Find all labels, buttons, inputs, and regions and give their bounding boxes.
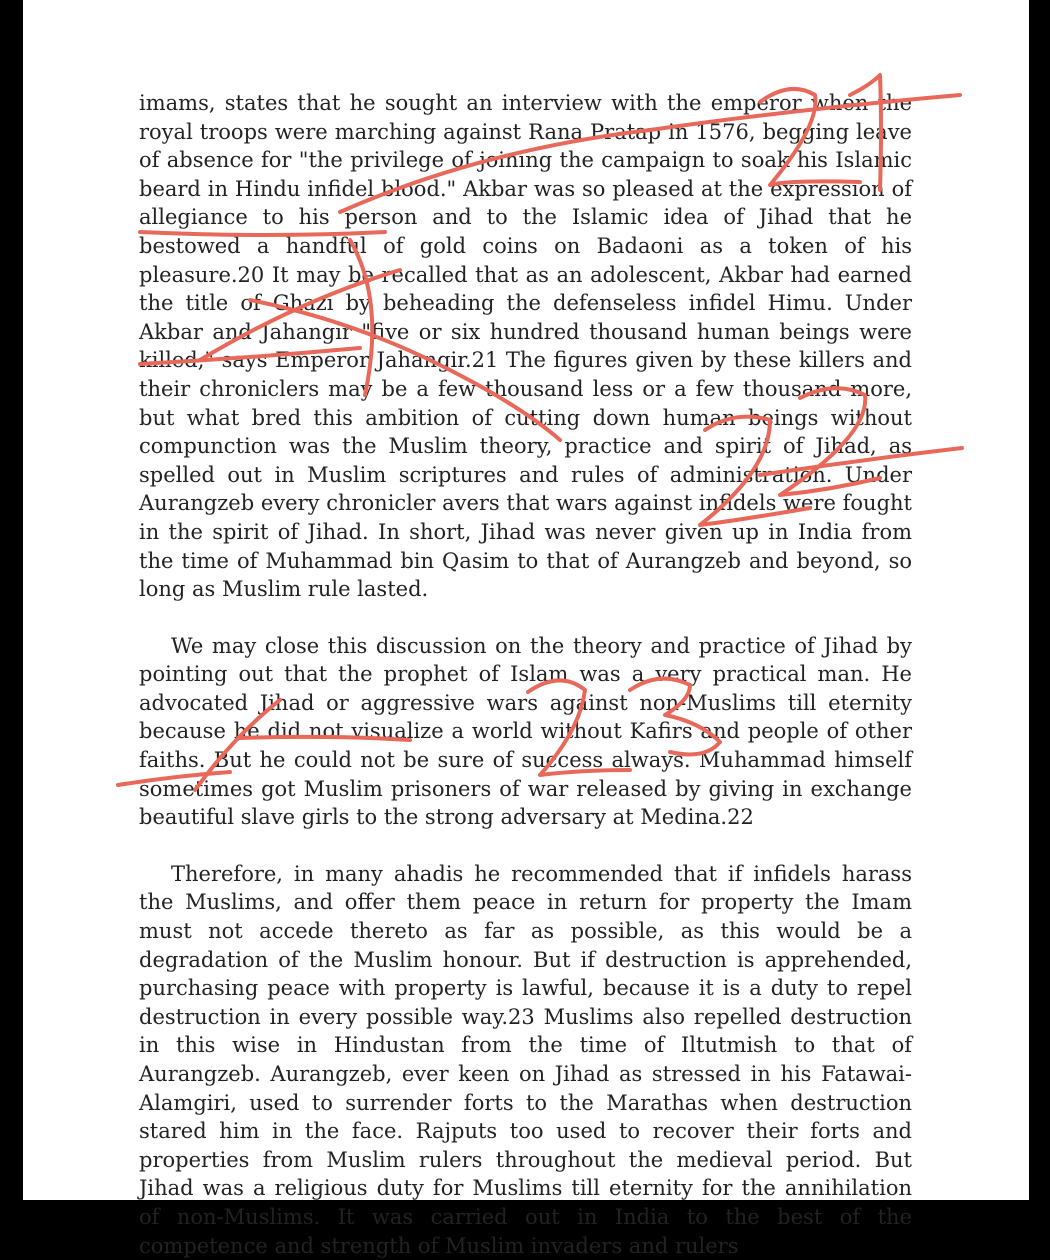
- paragraph-1: imams, states that he sought an interview with the emperor when the royal troops were marching against Rana Pratap in 1576, begging leave of absence for "the privilege of joining the campaign to soak his Islamic beard in Hindu infidel blood." Akbar was so pleased at the expression of allegiance to his person and to the Islamic idea of Jihad that he bestowed a handful of gold coins on Badaoni as a token of his pleasure.20 It may be recalled that as an adolescent, Akbar had earned the title of Ghazi by beheading the defenseless infidel Himu. Under Akbar and Jahangir "five or six hundred thousand human beings were killed," says Emperor Jahangir.21 The figures given by these killers and their chroniclers may be a few thousand less or a few thousand more, but what bred this ambition of cutting down human beings without compunction was the Muslim theory, practice and spirit of Jihad, as spelled out in Muslim scriptures and rules of administration. Under Aurangzeb every chronicler avers that wars against infidels were fought in the spirit of Jihad. In short, Jihad was never given up in India from the time of Muhammad bin Qasim to that of Aurangzeb and beyond, so long as Muslim rule lasted.: [139, 91, 912, 602]
- paragraph-3: Therefore, in many ahadis he recommended that if infidels harass the Muslims, and offer them peace in return for property the Imam must not accede thereto as far as possible, as this would be a degradation of the Muslim honour. But if destruction is apprehended, purchasing peace with property is lawful, because it is a duty to repel destruction in every possible way.23 Muslims also repelled destruction in this wise in Hindustan from the time of Iltutmish to that of Aurangzeb. Aurangzeb, ever keen on Jihad as stressed in his Fatawai-Alamgiri, used to surrender forts to the Marathas when destruction stared him in the face. Rajputs too used to recover their forts and properties from Muslim rulers throughout the medieval period. But Jihad was a religious duty for Muslims till eternity for the annihilation of non-Muslims. It was carried out in India to the best of the competence and strength of Muslim invaders and rulers: [139, 861, 912, 1258]
- document-body: [139, 89, 912, 1260]
- document-page: [23, 0, 1029, 1258]
- paragraph-2: We may close this discussion on the theory and practice of Jihad by pointing out that the prophet of Islam was a very practical man. He advocated Jihad or aggressive wars against non-Muslims till eternity because he did not visualize a world without Kafirs and people of other faiths. But he could not be sure of success always. Muhammad himself sometimes got Muslim prisoners of war released by giving in exchange beautiful slave girls to the strong adversary at Medina.22: [139, 633, 912, 830]
